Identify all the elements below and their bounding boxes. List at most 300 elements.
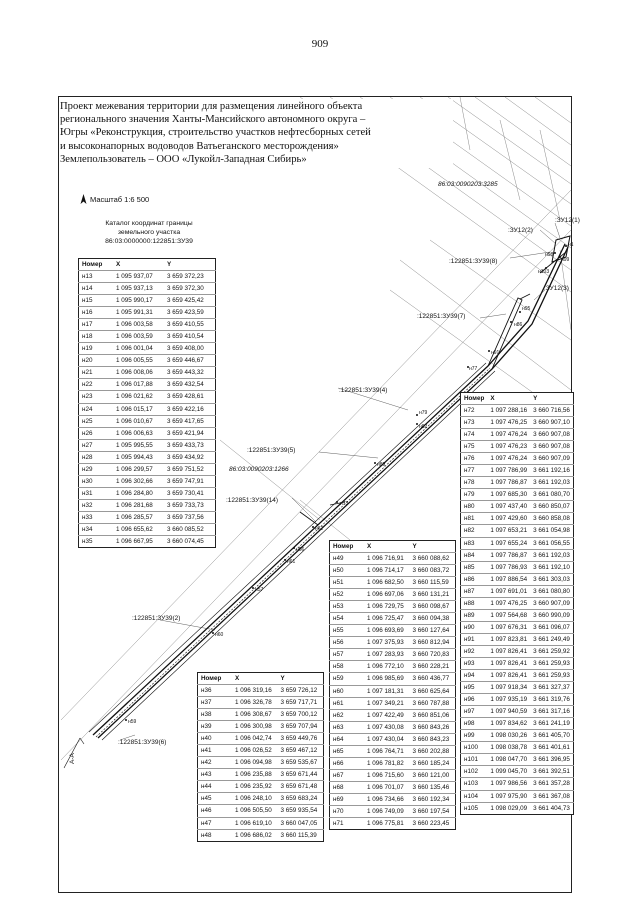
y-coordinate: 3 659 421,94 [164, 427, 216, 439]
table-row [461, 513, 574, 525]
point-number: н62 [330, 709, 365, 721]
x-coordinate: 1 096 781,82 [364, 757, 409, 769]
table-row [330, 601, 456, 613]
x-coordinate: 1 096 015,17 [113, 403, 164, 415]
point-label-n99: н99 [561, 257, 570, 263]
point-label-n77: н77 [469, 366, 478, 372]
y-coordinate: 3 660 812,94 [409, 637, 455, 649]
point-number: н27 [79, 439, 114, 451]
point-number: н15 [79, 295, 114, 307]
zu12-1-label: :ЗУ12(1) [555, 217, 580, 224]
table-row [198, 805, 324, 817]
point-number: н20 [79, 355, 114, 367]
y-coordinate: 3 659 751,52 [164, 463, 216, 475]
x-coordinate: 1 097 940,59 [487, 706, 530, 718]
point-number: н30 [79, 475, 114, 487]
table-row [461, 718, 574, 730]
point-number: н58 [330, 661, 365, 673]
table-row [461, 670, 574, 682]
y-coordinate: 3 660 436,77 [409, 673, 455, 685]
table-row [461, 597, 574, 609]
point-number: н71 [330, 818, 365, 830]
y-coordinate: 3 660 716,56 [530, 405, 573, 417]
catalog-title-line: Каталог координат границы [105, 220, 193, 227]
table-row [79, 391, 216, 403]
y-coordinate: 3 661 192,10 [530, 561, 573, 573]
table-header-row [198, 673, 324, 685]
x-coordinate: 1 096 619,10 [232, 817, 277, 829]
y-coordinate: 3 659 432,54 [164, 379, 216, 391]
x-coordinate: 1 096 235,88 [232, 769, 277, 781]
table-row [461, 694, 574, 706]
table-row [330, 745, 456, 757]
y-coordinate: 3 661 401,61 [530, 742, 573, 754]
y-coordinate: 3 661 249,49 [530, 633, 573, 645]
point-number: н56 [330, 637, 365, 649]
point-number: н79 [461, 489, 488, 501]
title-line: регионального значения Ханты-Мансийского автономного округа – [60, 114, 366, 126]
point-number: н55 [330, 625, 365, 637]
x-coordinate: 1 097 429,60 [487, 513, 530, 525]
y-coordinate: 3 660 074,45 [164, 536, 216, 548]
column-header-y: Y [412, 543, 417, 550]
table-row [198, 721, 324, 733]
y-coordinate: 3 661 080,80 [530, 585, 573, 597]
column-header-y: Y [280, 675, 285, 682]
point-number: н34 [79, 523, 114, 535]
x-coordinate: 1 096 010,67 [113, 415, 164, 427]
table-row [330, 637, 456, 649]
table-row [198, 781, 324, 793]
y-coordinate: 3 660 990,09 [530, 609, 573, 621]
table-row [79, 499, 216, 511]
table-row [461, 778, 574, 790]
x-coordinate: 1 097 655,24 [487, 537, 530, 549]
table-row [198, 793, 324, 805]
table-row [461, 706, 574, 718]
title-line: Югры «Реконструкция, строительство участков нефтесборных сетей [60, 127, 371, 139]
table-row [198, 709, 324, 721]
zu39-4-label: :122851:ЗУ39(4) [339, 387, 388, 394]
x-coordinate: 1 097 826,41 [487, 645, 530, 657]
y-coordinate: 3 660 085,52 [164, 523, 216, 535]
y-coordinate: 3 661 396,95 [530, 754, 573, 766]
y-coordinate: 3 660 228,21 [409, 661, 455, 673]
point-number: н24 [79, 403, 114, 415]
table-row [198, 817, 324, 829]
y-coordinate: 3 660 094,38 [409, 613, 455, 625]
x-coordinate: 1 097 437,40 [487, 501, 530, 513]
column-header-number: Номер [333, 543, 354, 550]
point-label-n82: н82 [419, 424, 428, 430]
column-header-number: Номер [464, 395, 485, 402]
table-row [330, 673, 456, 685]
point-number: н81 [461, 513, 488, 525]
title-line: и высоконапорных водоводов Ватьеганского месторождения» [60, 140, 339, 152]
zu39-14-label: :122851:ЗУ39(14) [226, 497, 279, 504]
point-number: н59 [330, 673, 365, 685]
x-coordinate: 1 096 284,80 [113, 487, 164, 499]
x-coordinate: 1 096 725,47 [364, 613, 409, 625]
x-coordinate: 1 097 786,87 [487, 477, 530, 489]
y-coordinate: 3 659 446,67 [164, 355, 216, 367]
point-number: н52 [330, 589, 365, 601]
x-coordinate: 1 097 181,31 [364, 685, 409, 697]
x-coordinate: 1 096 302,66 [113, 475, 164, 487]
y-coordinate: 3 659 467,12 [277, 745, 323, 757]
point-number: н99 [461, 730, 488, 742]
point-number: н33 [79, 511, 114, 523]
x-coordinate: 1 097 685,30 [487, 489, 530, 501]
table-row [79, 271, 216, 283]
x-coordinate: 1 096 281,68 [113, 499, 164, 511]
y-coordinate: 3 660 088,62 [409, 553, 455, 565]
x-coordinate: 1 097 653,21 [487, 525, 530, 537]
y-coordinate: 3 660 787,88 [409, 697, 455, 709]
y-coordinate: 3 660 907,08 [530, 429, 573, 441]
land-user-line: Землепользователь – ООО «Лукойл-Западная Сибирь» [60, 153, 307, 165]
table-row [330, 757, 456, 769]
table-row [461, 525, 574, 537]
y-coordinate: 3 661 080,70 [530, 489, 573, 501]
point-number: н47 [198, 817, 233, 829]
x-coordinate: 1 096 714,17 [364, 565, 409, 577]
x-coordinate: 1 097 834,62 [487, 718, 530, 730]
point-number: н101 [461, 754, 488, 766]
x-coordinate: 1 097 935,19 [487, 694, 530, 706]
table-row [461, 742, 574, 754]
y-coordinate: 3 661 259,93 [530, 670, 573, 682]
x-coordinate: 1 096 985,69 [364, 673, 409, 685]
table-row [461, 477, 574, 489]
point-number: н16 [79, 307, 114, 319]
point-label-n98: н98 [545, 252, 554, 258]
parcel-label-3285: 86:03:0090203:3285 [438, 181, 498, 188]
table-row [330, 709, 456, 721]
table-row [79, 379, 216, 391]
y-coordinate: 3 659 726,12 [277, 685, 323, 697]
x-coordinate: 1 096 734,66 [364, 793, 409, 805]
table-row [461, 682, 574, 694]
y-coordinate: 3 660 185,24 [409, 757, 455, 769]
point-number: н104 [461, 790, 488, 802]
x-coordinate: 1 097 476,25 [487, 417, 530, 429]
point-number: н37 [198, 697, 233, 709]
table-row [461, 633, 574, 645]
point-number: н38 [198, 709, 233, 721]
north-arrow-icon [80, 194, 87, 205]
section-label: А-А [69, 753, 76, 764]
y-coordinate: 3 659 737,56 [164, 511, 216, 523]
title-line: Проект межевания территории для размещения линейного объекта [60, 101, 363, 112]
table-row [461, 802, 574, 814]
table-row [461, 489, 574, 501]
y-coordinate: 3 661 259,92 [530, 645, 573, 657]
point-label-n91: н91 [491, 350, 500, 356]
x-coordinate: 1 097 886,54 [487, 573, 530, 585]
point-number: н92 [461, 645, 488, 657]
y-coordinate: 3 661 404,73 [530, 802, 573, 814]
coordinate-table-4 [460, 392, 574, 815]
table-row [330, 685, 456, 697]
x-coordinate: 1 096 003,59 [113, 331, 164, 343]
table-row [79, 487, 216, 499]
point-number: н14 [79, 283, 114, 295]
point-number: н65 [330, 745, 365, 757]
y-coordinate: 3 659 535,67 [277, 757, 323, 769]
x-coordinate: 1 097 288,16 [487, 405, 530, 417]
point-number: н88 [461, 597, 488, 609]
point-number: н39 [198, 721, 233, 733]
x-coordinate: 1 095 994,43 [113, 451, 164, 463]
x-coordinate: 1 096 248,10 [232, 793, 277, 805]
y-coordinate: 3 659 449,76 [277, 733, 323, 745]
table-row [461, 573, 574, 585]
point-number: н36 [198, 685, 233, 697]
point-number: н63 [330, 721, 365, 733]
table-row [461, 465, 574, 477]
point-number: н19 [79, 343, 114, 355]
table-row [198, 829, 324, 841]
column-header-x: X [490, 395, 495, 402]
x-coordinate: 1 097 564,68 [487, 609, 530, 621]
page-number: 909 [311, 38, 329, 50]
y-coordinate: 3 659 410,55 [164, 319, 216, 331]
point-number: н61 [330, 697, 365, 709]
x-coordinate: 1 096 285,57 [113, 511, 164, 523]
table-row [461, 621, 574, 633]
point-number: н73 [461, 417, 488, 429]
y-coordinate: 3 661 192,03 [530, 477, 573, 489]
table-row [79, 403, 216, 415]
table-row [461, 790, 574, 802]
x-coordinate: 1 096 008,06 [113, 367, 164, 379]
x-coordinate: 1 097 986,56 [487, 778, 530, 790]
table-row [330, 721, 456, 733]
x-coordinate: 1 097 476,25 [487, 597, 530, 609]
y-coordinate: 3 661 056,55 [530, 537, 573, 549]
x-coordinate: 1 096 682,50 [364, 577, 409, 589]
x-coordinate: 1 097 786,99 [487, 465, 530, 477]
column-header-number: Номер [82, 261, 103, 268]
table-row [330, 589, 456, 601]
x-coordinate: 1 096 235,92 [232, 781, 277, 793]
x-coordinate: 1 097 676,31 [487, 621, 530, 633]
x-coordinate: 1 096 006,63 [113, 427, 164, 439]
x-coordinate: 1 096 326,78 [232, 697, 277, 709]
point-number: н80 [461, 501, 488, 513]
y-coordinate: 3 659 443,32 [164, 367, 216, 379]
x-coordinate: 1 099 045,70 [487, 766, 530, 778]
point-number: н93 [461, 657, 488, 669]
table-row [461, 657, 574, 669]
table-header-row [79, 259, 216, 271]
y-coordinate: 3 660 083,72 [409, 565, 455, 577]
table-row [198, 757, 324, 769]
project-title [60, 99, 453, 168]
x-coordinate: 1 096 005,55 [113, 355, 164, 367]
point-number: н44 [198, 781, 233, 793]
table-row [79, 415, 216, 427]
y-coordinate: 3 660 197,54 [409, 805, 455, 817]
point-label-n86: н86 [514, 322, 523, 328]
x-coordinate: 1 095 937,07 [113, 271, 164, 283]
column-header-x: X [116, 261, 121, 268]
zu39-8-label: :122851:ЗУ39(8) [449, 258, 498, 265]
table-row [330, 613, 456, 625]
y-coordinate: 3 659 733,73 [164, 499, 216, 511]
point-number: н40 [198, 733, 233, 745]
point-label-n1: н1 [568, 242, 574, 248]
y-coordinate: 3 660 135,46 [409, 781, 455, 793]
point-label-n62: н62 [315, 526, 324, 532]
table-row [79, 295, 216, 307]
y-coordinate: 3 660 850,07 [530, 501, 573, 513]
table-row [461, 441, 574, 453]
x-coordinate: 1 096 299,57 [113, 463, 164, 475]
coordinate-table-1 [78, 258, 216, 548]
x-coordinate: 1 096 094,98 [232, 757, 277, 769]
x-coordinate: 1 098 038,78 [487, 742, 530, 754]
catalog-title-line: земельного участка [117, 229, 181, 236]
point-number: н51 [330, 577, 365, 589]
x-coordinate: 1 096 764,71 [364, 745, 409, 757]
y-coordinate: 3 660 115,39 [277, 829, 323, 841]
point-number: н60 [330, 685, 365, 697]
table-row [330, 649, 456, 661]
y-coordinate: 3 660 907,09 [530, 453, 573, 465]
point-label-n89: н89 [377, 462, 386, 468]
x-coordinate: 1 096 001,04 [113, 343, 164, 355]
x-coordinate: 1 097 786,93 [487, 561, 530, 573]
y-coordinate: 3 661 327,37 [530, 682, 573, 694]
table-row [330, 733, 456, 745]
table-row [79, 451, 216, 463]
table-row [461, 585, 574, 597]
y-coordinate: 3 659 422,16 [164, 403, 216, 415]
point-label-n103: н103 [538, 269, 550, 275]
y-coordinate: 3 660 202,88 [409, 745, 455, 757]
table-row [461, 754, 574, 766]
table-row [461, 609, 574, 621]
point-number: н48 [198, 829, 233, 841]
point-number: н74 [461, 429, 488, 441]
point-number: н68 [330, 781, 365, 793]
y-coordinate: 3 661 096,07 [530, 621, 573, 633]
zu12-3-label: :ЗУ12(3) [544, 285, 569, 292]
point-number: н31 [79, 487, 114, 499]
column-header-x: X [235, 675, 240, 682]
table-row [79, 439, 216, 451]
zu39-6-label: :122851:ЗУ39(6) [118, 739, 167, 746]
x-coordinate: 1 097 422,49 [364, 709, 409, 721]
point-label-n61: н61 [287, 559, 296, 565]
y-coordinate: 3 659 372,30 [164, 283, 216, 295]
point-number: н49 [330, 553, 365, 565]
y-coordinate: 3 659 935,54 [277, 805, 323, 817]
x-coordinate: 1 097 918,34 [487, 682, 530, 694]
point-number: н103 [461, 778, 488, 790]
table-row [330, 625, 456, 637]
x-coordinate: 1 096 655,62 [113, 523, 164, 535]
x-coordinate: 1 097 476,24 [487, 429, 530, 441]
table-row [79, 283, 216, 295]
point-number: н57 [330, 649, 365, 661]
table-row [330, 793, 456, 805]
x-coordinate: 1 097 691,01 [487, 585, 530, 597]
scale-indicator [80, 194, 149, 205]
y-coordinate: 3 660 098,67 [409, 601, 455, 613]
x-coordinate: 1 097 826,41 [487, 670, 530, 682]
y-coordinate: 3 660 720,83 [409, 649, 455, 661]
x-coordinate: 1 097 283,93 [364, 649, 409, 661]
y-coordinate: 3 660 127,64 [409, 625, 455, 637]
point-number: н13 [79, 271, 114, 283]
point-number: н42 [198, 757, 233, 769]
y-coordinate: 3 659 683,24 [277, 793, 323, 805]
table-row [79, 463, 216, 475]
zu12-2-label: :ЗУ12(2) [508, 227, 533, 234]
x-coordinate: 1 096 749,09 [364, 805, 409, 817]
point-number: н35 [79, 536, 114, 548]
x-coordinate: 1 096 300,98 [232, 721, 277, 733]
y-coordinate: 3 661 054,98 [530, 525, 573, 537]
x-coordinate: 1 097 476,23 [487, 441, 530, 453]
point-label-n60: н60 [215, 632, 224, 638]
table-row [330, 697, 456, 709]
table-row [461, 429, 574, 441]
x-coordinate: 1 096 693,69 [364, 625, 409, 637]
table-row [330, 661, 456, 673]
x-coordinate: 1 096 715,60 [364, 769, 409, 781]
x-coordinate: 1 096 716,91 [364, 553, 409, 565]
point-number: н41 [198, 745, 233, 757]
x-coordinate: 1 096 505,50 [232, 805, 277, 817]
y-coordinate: 3 659 707,94 [277, 721, 323, 733]
x-coordinate: 1 097 430,08 [364, 721, 409, 733]
point-number: н94 [461, 670, 488, 682]
point-number: н53 [330, 601, 365, 613]
point-number: н18 [79, 331, 114, 343]
y-coordinate: 3 660 131,21 [409, 589, 455, 601]
point-label-n56: н56 [296, 547, 305, 553]
y-coordinate: 3 660 851,06 [409, 709, 455, 721]
point-number: н22 [79, 379, 114, 391]
y-coordinate: 3 660 121,00 [409, 769, 455, 781]
y-coordinate: 3 660 843,23 [409, 733, 455, 745]
x-coordinate: 1 096 003,58 [113, 319, 164, 331]
table-row [198, 745, 324, 757]
y-coordinate: 3 659 428,61 [164, 391, 216, 403]
column-header-number: Номер [201, 675, 222, 682]
zu39-5-label: :122851:ЗУ39(5) [247, 447, 296, 454]
table-row [330, 769, 456, 781]
table-row [198, 769, 324, 781]
x-coordinate: 1 095 990,17 [113, 295, 164, 307]
table-row [461, 561, 574, 573]
scale-label: Масштаб 1:6 500 [90, 195, 150, 204]
table-row [461, 453, 574, 465]
y-coordinate: 3 661 303,03 [530, 573, 573, 585]
point-number: н69 [330, 793, 365, 805]
x-coordinate: 1 098 030,26 [487, 730, 530, 742]
y-coordinate: 3 659 434,92 [164, 451, 216, 463]
catalog-title-line: 86:03:0000000:122851:ЗУ39 [105, 238, 193, 245]
table-row [330, 565, 456, 577]
point-number: н84 [461, 549, 488, 561]
x-coordinate: 1 096 697,06 [364, 589, 409, 601]
point-number: н96 [461, 694, 488, 706]
